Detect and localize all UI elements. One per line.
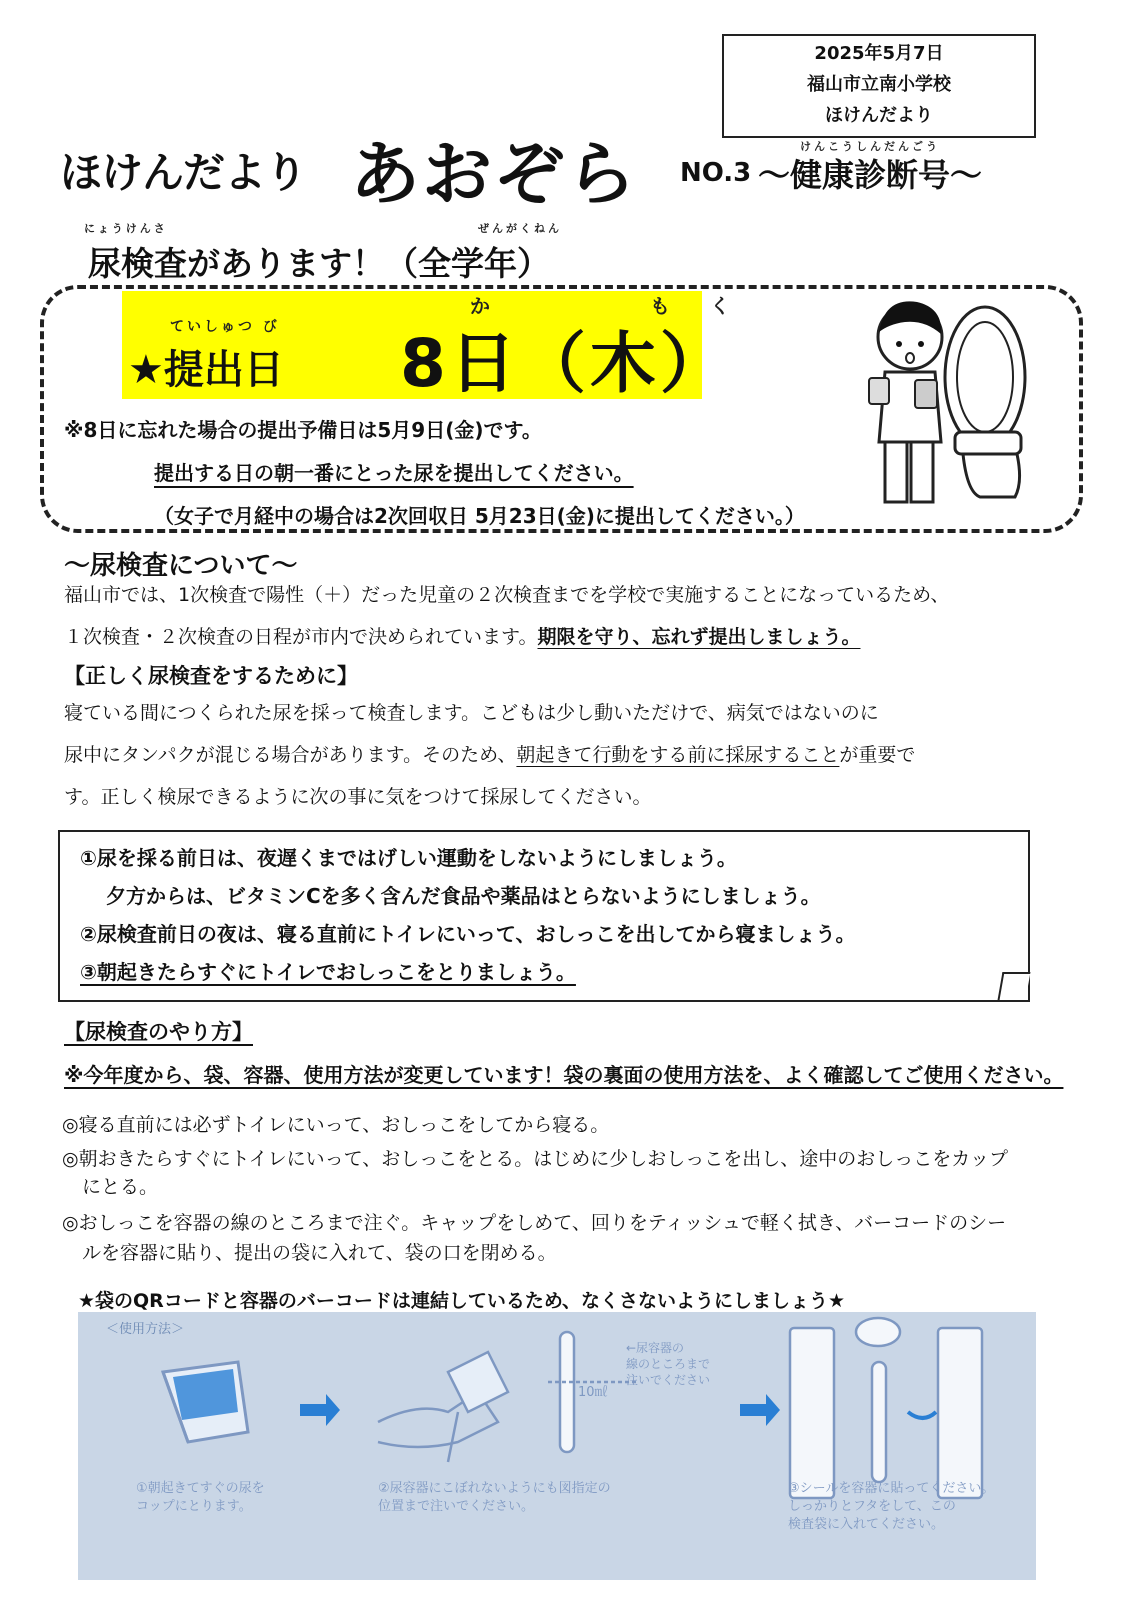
method-bullet-2: ◎朝おきたらすぐにトイレにいって、おしっこをとる。はじめに少しおしっこを出し、途中のおしっこをカップ <box>62 1148 1009 1170</box>
correct-line-2-underline: 朝起きて行動をする前に採尿すること <box>516 744 840 766</box>
title-prefix: ほけんだより <box>60 148 307 197</box>
swoosh-icon <box>908 1412 936 1418</box>
volume-label: 10㎖ <box>578 1385 608 1400</box>
announcement-heading: 尿検査があります！（全学年） <box>88 244 550 283</box>
correct-line-2 <box>64 734 1074 776</box>
method-bullet-3b: ルを容器に貼り、提出の袋に入れて、袋の口を閉める。 <box>82 1242 557 1264</box>
arrow-icon-2 <box>740 1394 780 1426</box>
submit-label-ruby: ていしゅつ び <box>170 319 280 335</box>
issue-title: 〜健康診断号〜 <box>758 156 983 194</box>
correct-testing-heading: 【正しく尿検査をするために】 <box>64 664 358 688</box>
qr-code-note: ★袋のQRコードと容器のバーコードは連結しているため、なくさないようにしましょう★ <box>78 1290 846 1312</box>
method-bullet-2b: にとる。 <box>82 1176 159 1198</box>
correct-line-3: す。正しく検尿できるように次の事に気をつけて採尿してください。 <box>64 786 652 808</box>
correct-line-2a: 尿中にタンパクが混じる場合があります。そのため、 <box>64 744 517 766</box>
deadline-emphasis: 期限を守り、忘れず提出しましょう。 <box>537 626 861 648</box>
tip-1b: 夕方からは、ビタミンCを多く含んだ食品や薬品はとらないようにしましょう。 <box>106 884 821 908</box>
about-line-2 <box>64 616 1074 658</box>
tip-2: ②尿検査前日の夜は、寝る直前にトイレにいって、おしっこを出してから寝ましょう。 <box>80 922 856 946</box>
callout-text: ←尿容器の 線のところまで 注いでください <box>626 1341 711 1387</box>
arrow-icon <box>300 1394 340 1426</box>
submit-date: 8日（木） <box>400 325 730 402</box>
tip-1: ①尿を採る前日は、夜遅くまではげしい運動をしないようにしましょう。 <box>80 846 737 870</box>
method-bullet-1: ◎寝る直前には必ずトイレにいって、おしっこをしてから寝る。 <box>62 1114 610 1136</box>
heading-ruby-1: にょうけんさ <box>84 222 168 235</box>
tip-3: ③朝起きたらすぐにトイレでおしっこをとりましょう。 <box>80 960 576 984</box>
backup-date-note: ※8日に忘れた場合の提出予備日は5月9日(金)です。 <box>64 418 542 442</box>
step-1-caption: ①朝起きてすぐの尿を コップにとります。 <box>136 1481 265 1514</box>
morning-urine-note: 提出する日の朝一番にとった尿を提出してください。 <box>154 461 634 485</box>
issue-number: NO.3 <box>680 158 752 188</box>
issue-title-ruby: けんこうしんだんごう <box>800 140 940 153</box>
pouring-hand-icon <box>378 1352 508 1462</box>
about-paragraph <box>64 574 1074 658</box>
step-2-caption: ②尿容器にこぼれないようにも図指定の 位置まで注いでください。 <box>378 1481 611 1514</box>
page-curl <box>998 972 1031 1000</box>
correct-line-2b: が重要で <box>839 744 916 766</box>
usage-diagram <box>78 1312 1036 1580</box>
submit-label: ★提出日 <box>128 347 284 393</box>
correct-testing-paragraph <box>64 692 1074 818</box>
usage-instructions-photo <box>78 1312 1036 1580</box>
second-collection-note: （女子で月経中の場合は2次回収日 5月23日(金)に提出してください。） <box>154 504 805 528</box>
about-line-1: 福山市では、1次検査で陽性（＋）だった児童の２次検査までを学校で実施することになっているため、 <box>64 584 950 606</box>
school-name: 福山市立南小学校 <box>807 74 951 95</box>
bag-icon <box>790 1318 982 1498</box>
step-3-caption: ③シールを容器に貼ってください。 しっかりとフタをして、この 検査袋に入れてください。 <box>788 1481 995 1532</box>
method-notice: ※今年度から、袋、容器、使用方法が変更しています！袋の裏面の使用方法を、よく確認してご使用ください。 <box>64 1063 1064 1087</box>
newsletter-type: ほけんだより <box>825 105 933 126</box>
boy-toilet-illustration <box>855 292 1045 517</box>
about-heading: 〜尿検査について〜 <box>64 551 298 581</box>
submit-date-ruby: か もく <box>470 294 770 318</box>
heading-ruby-2: ぜんがくねん <box>478 222 562 235</box>
correct-line-1: 寝ている間につくられた尿を採って検査します。こどもは少し動いただけで、病気ではないのに <box>64 702 879 724</box>
usage-label: ＜使用方法＞ <box>106 1322 185 1337</box>
method-heading: 【尿検査のやり方】 <box>64 1020 253 1044</box>
method-bullet-3: ◎おしっこを容器の線のところまで注ぐ。キャップをしめて、回りをティッシュで軽く拭き、バーコードのシー <box>62 1212 1007 1234</box>
about-line-2-text: １次検査・２次検査の日程が市内で決められています。 <box>64 626 538 648</box>
newsletter-name: あおぞら <box>350 133 638 215</box>
header-box <box>722 34 1036 138</box>
issue-date: 2025年5月7日 <box>814 43 944 64</box>
cup-icon <box>163 1362 248 1442</box>
